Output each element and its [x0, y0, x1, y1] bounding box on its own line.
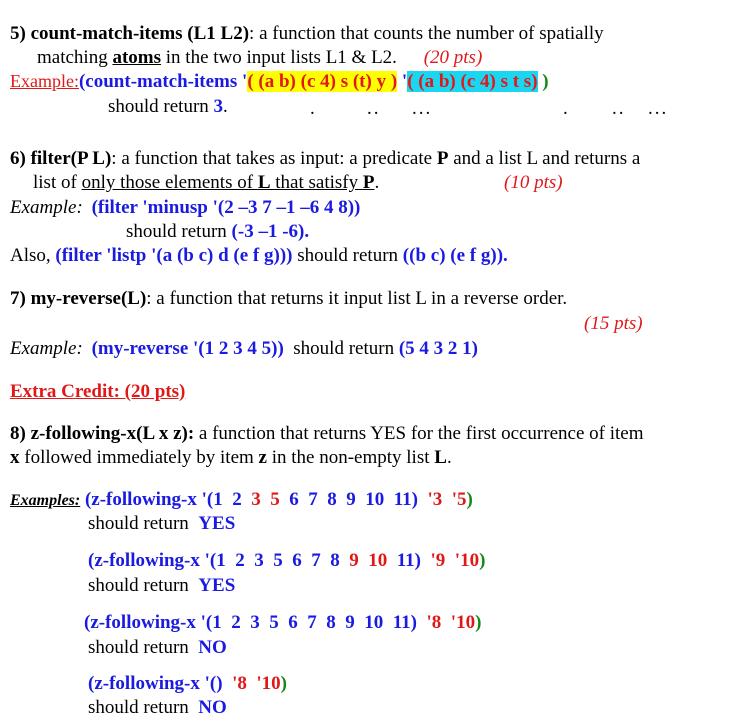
q8-e1-rest: 6 7 8 9 10 11): [279, 489, 428, 510]
q8-desc-2b: followed immediately by item: [19, 447, 259, 468]
q8-e2-call: (z-following-x '(1 2 3 5 6 7 8: [88, 550, 350, 571]
q8-desc-1: a function that returns YES for the first occurrence of item: [194, 423, 644, 444]
q8-e3-close: ): [475, 612, 482, 633]
q5-dots-5: ..: [612, 98, 626, 119]
q5-points: (20 pts): [423, 47, 483, 68]
q8-e4-answer: NO: [198, 697, 227, 718]
q8-e2-close: ): [479, 550, 486, 571]
q6-underlined: [82, 172, 375, 193]
q6-desc-2b: only those elements of: [81, 172, 258, 193]
q7-desc: : a function that returns it input list L in a reverse order.: [146, 288, 568, 309]
q5-example-quote: ': [397, 71, 408, 92]
q5-example-list1: ( (a b) (c 4) s (t) y ): [247, 71, 398, 92]
q6-line-2: [33, 171, 379, 194]
q6-period: .: [374, 172, 380, 193]
q8-e3-args: '8 '10: [426, 612, 476, 633]
q7-example: [10, 337, 478, 360]
q8-e4-call: (z-following-x '(): [88, 673, 228, 694]
q8-e4-return-text: should return: [88, 697, 199, 718]
q6-desc-2d: that satisfy: [270, 172, 363, 193]
q5-desc-2a: matching: [37, 47, 113, 68]
q8-x: x: [10, 447, 20, 468]
q6-desc-2a: list of: [33, 172, 82, 193]
q5-return-value: 3: [213, 96, 224, 117]
q7-example-label: Example:: [10, 338, 83, 359]
q5-return-period: .: [223, 96, 228, 117]
q8-example-4: [88, 672, 287, 695]
q5-desc-2c: in the two input lists L1 & L2.: [161, 47, 397, 68]
q8-e3-return: [88, 636, 227, 659]
q5-line-1: [10, 22, 604, 45]
q8-e1-highlight: 3 5: [251, 489, 280, 510]
q8-e2-args: '9 '10: [430, 550, 480, 571]
q6-return-value: (-3 –1 -6).: [231, 221, 310, 242]
q6-return-text: should return: [126, 221, 232, 242]
q5-example-list2: ( (a b) (c 4) s t s): [407, 71, 538, 92]
q7-return-value: (5 4 3 2 1): [398, 338, 478, 359]
q6-also-code: (filter 'listp '(a (b c) d (e f g))): [55, 245, 293, 266]
q8-line-1: [10, 422, 644, 445]
q5-dots-2: ..: [367, 98, 381, 119]
q8-e2-highlight: 9 10: [349, 550, 388, 571]
q6-example-code: (filter 'minusp '(2 –3 7 –1 –6 4 8)): [91, 197, 361, 218]
q6-predicate-2: P: [362, 172, 375, 193]
q6-desc-1d: and a list L and returns a: [448, 148, 641, 169]
q8-list-l: L: [434, 447, 447, 468]
q7-example-code: (my-reverse '(1 2 3 4 5)): [91, 338, 284, 359]
q5-example: [10, 70, 549, 93]
q8-line-2: [10, 446, 452, 469]
q6-points: (10 pts): [504, 172, 563, 193]
q8-e4-close: ): [280, 673, 287, 694]
q6-line-1: [10, 147, 640, 170]
q8-heading: 8) z-following-x(L x z):: [10, 423, 195, 444]
q8-e1-return-text: should return: [88, 513, 199, 534]
q8-example-2: [88, 549, 485, 572]
q6-also-value: ((b c) (e f g)).: [402, 245, 508, 266]
q8-examples-label: Examples:: [10, 492, 81, 509]
q8-example-3: [84, 611, 481, 634]
q8-desc-2d: in the non-empty list: [266, 447, 435, 468]
q5-return-text: should return: [108, 96, 214, 117]
q6-also: [10, 244, 508, 267]
q6-example-label: Example:: [10, 197, 83, 218]
q8-e2-return-text: should return: [88, 575, 199, 596]
q5-dots-3: ...: [412, 98, 433, 119]
q5-dots-6: ...: [648, 98, 669, 119]
q8-e2-rest: 11): [387, 550, 431, 571]
q8-e2-answer: YES: [198, 575, 236, 596]
q5-return: [108, 95, 228, 118]
q5-example-label: Example:: [10, 71, 79, 91]
q6-list-l: L: [257, 172, 271, 193]
q5-example-call: (count-match-items ': [78, 71, 248, 92]
q8-example-1: [10, 488, 473, 512]
q8-e1-args: '3 '5: [427, 489, 467, 510]
q8-z: z: [258, 447, 267, 468]
q8-e1-answer: YES: [198, 513, 236, 534]
q6-predicate: P: [436, 148, 449, 169]
q6-return: [126, 220, 309, 243]
q8-e4-args: '8 '10: [227, 673, 281, 694]
q5-desc-1: : a function that counts the number of spatially: [249, 23, 604, 44]
q7-points: (15 pts): [584, 313, 643, 334]
q6-example: [10, 196, 360, 219]
q6-heading: 6) filter(P L): [10, 148, 112, 169]
q5-dots-1: .: [310, 98, 317, 119]
q6-also-label: Also,: [10, 245, 56, 266]
q8-e2-return: [88, 574, 235, 597]
q7-return-text: should return: [283, 338, 399, 359]
q6-desc-1: : a function that takes as input: a predicate: [111, 148, 437, 169]
q8-e1-code: [85, 489, 473, 510]
q5-dots-4: .: [563, 98, 570, 119]
extra-credit-label: Extra Credit: (20 pts): [10, 381, 186, 402]
q8-e4-return: [88, 696, 227, 719]
q6-also-text: should return: [292, 245, 403, 266]
q8-e1-close: ): [466, 489, 473, 510]
q8-e1-return: [88, 512, 235, 535]
q7-heading: 7) my-reverse(L): [10, 288, 147, 309]
q5-line-2: [37, 46, 482, 69]
q7-line-1: [10, 287, 567, 310]
q8-e1-call: (z-following-x '(1 2: [84, 489, 252, 510]
q5-atoms: atoms: [112, 47, 162, 68]
q8-e3-call: (z-following-x '(1 2 3 5 6 7 8 9 10 11): [84, 612, 427, 633]
q8-e3-return-text: should return: [88, 637, 199, 658]
q5-heading: 5) count-match-items (L1 L2): [10, 23, 250, 44]
q5-example-close: ): [537, 71, 549, 92]
q8-period: .: [446, 447, 452, 468]
q8-e3-answer: NO: [198, 637, 227, 658]
